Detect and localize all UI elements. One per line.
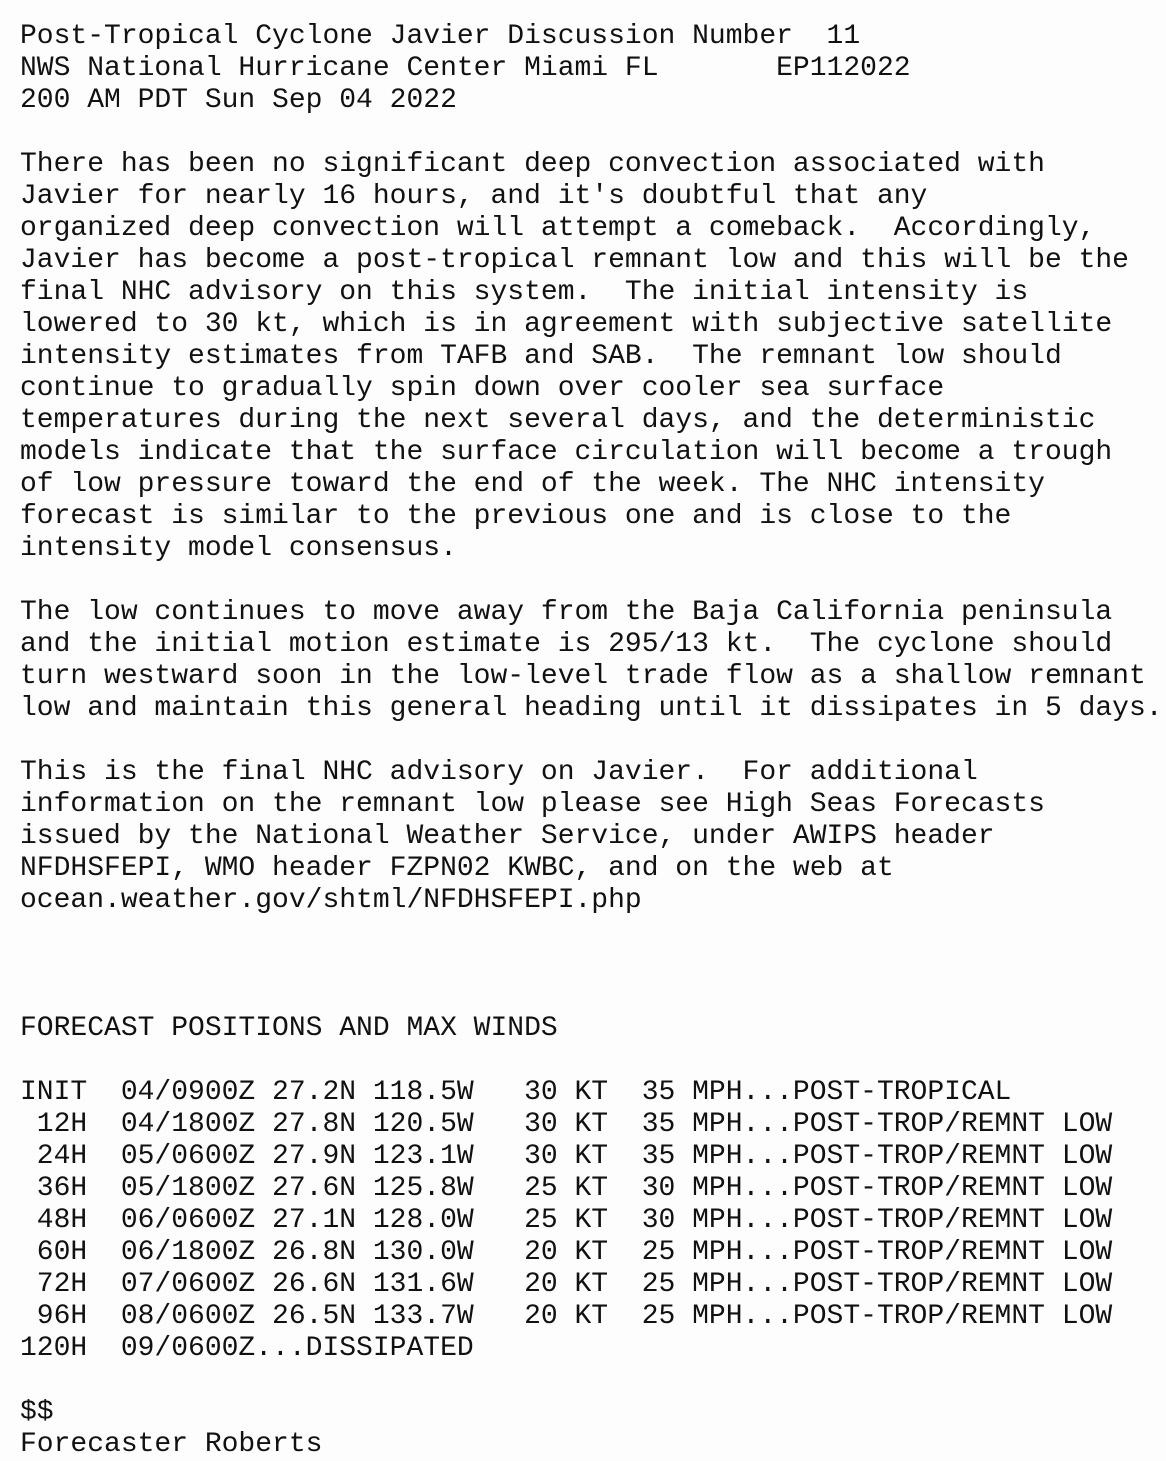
text-line: of low pressure toward the end of the week. The NHC intensity [20,469,1045,500]
text-line: low and maintain this general heading until it dissipates in 5 days. [20,693,1163,724]
text-line: turn westward soon in the low-level trade flow as a shallow remnant [20,661,1146,692]
text-line: forecast is similar to the previous one and is close to the [20,501,1012,532]
text-line: This is the final NHC advisory on Javier. For additional [20,757,978,788]
forecast-row: 60H 06/1800Z 26.8N 130.0W 20 KT 25 MPH...POST-TROP/REMNT LOW [20,1237,1113,1268]
text-line: NFDHSFEPI, WMO header FZPN02 KWBC, and on the web at [20,853,894,884]
forecast-row: 96H 08/0600Z 26.5N 133.7W 20 KT 25 MPH...POST-TROP/REMNT LOW [20,1301,1113,1332]
text-line: temperatures during the next several days, and the deterministic [20,405,1096,436]
blank-line [20,1045,1166,1077]
forecast-row: 12H 04/1800Z 27.8N 120.5W 30 KT 35 MPH...POST-TROP/REMNT LOW [20,1109,1113,1140]
blank-line [20,565,1166,597]
blank-line [20,917,1166,949]
blank-line [20,981,1166,1013]
text-line: The low continues to move away from the Baja California peninsula [20,597,1113,628]
final-advisory-paragraph [20,757,1166,917]
text-line: Javier for nearly 16 hours, and it's doubtful that any [20,181,928,212]
motion-paragraph [20,597,1166,725]
text-line: There has been no significant deep convection associated with [20,149,1045,180]
issuing-office-line: NWS National Hurricane Center Miami FL EP112022 [20,53,911,84]
blank-line [20,117,1166,149]
text-line: intensity model consensus. [20,533,457,564]
forecast-table [20,1077,1166,1365]
blank-line [20,1365,1166,1397]
text-line: and the initial motion estimate is 295/13 kt. The cyclone should [20,629,1113,660]
forecast-row: 72H 07/0600Z 26.6N 131.6W 20 KT 25 MPH...POST-TROP/REMNT LOW [20,1269,1113,1300]
text-line: lowered to 30 kt, which is in agreement with subjective satellite [20,309,1113,340]
product-title-line: Post-Tropical Cyclone Javier Discussion Number 11 [20,21,861,52]
text-line: models indicate that the surface circulation will become a trough [20,437,1113,468]
end-separator: $$ [20,1397,54,1428]
text-line: issued by the National Weather Service, under AWIPS header [20,821,995,852]
forecast-row: 36H 05/1800Z 27.6N 125.8W 25 KT 30 MPH...POST-TROP/REMNT LOW [20,1173,1113,1204]
text-line: final NHC advisory on this system. The initial intensity is [20,277,1029,308]
forecast-row: 48H 06/0600Z 27.1N 128.0W 25 KT 30 MPH...POST-TROP/REMNT LOW [20,1205,1113,1236]
forecast-row: 24H 05/0600Z 27.9N 123.1W 30 KT 35 MPH...POST-TROP/REMNT LOW [20,1141,1113,1172]
text-line: ocean.weather.gov/shtml/NFDHSFEPI.php [20,885,642,916]
forecaster-signature: Forecaster Roberts [20,1429,323,1460]
text-line: information on the remnant low please see High Seas Forecasts [20,789,1045,820]
blank-line [20,725,1166,757]
intensity-paragraph [20,149,1166,565]
blank-line [20,949,1166,981]
text-line: continue to gradually spin down over cooler sea surface [20,373,945,404]
text-line: intensity estimates from TAFB and SAB. The remnant low should [20,341,1062,372]
forecast-row: INIT 04/0900Z 27.2N 118.5W 30 KT 35 MPH...POST-TROPICAL [20,1077,1012,1108]
issue-time-line: 200 AM PDT Sun Sep 04 2022 [20,85,457,116]
forecast-table-title: FORECAST POSITIONS AND MAX WINDS [20,1013,558,1044]
text-line: Javier has become a post-tropical remnant low and this will be the [20,245,1129,276]
forecast-row: 120H 09/0600Z...DISSIPATED [20,1333,474,1364]
discussion-document [20,21,1166,1461]
text-line: organized deep convection will attempt a comeback. Accordingly, [20,213,1096,244]
